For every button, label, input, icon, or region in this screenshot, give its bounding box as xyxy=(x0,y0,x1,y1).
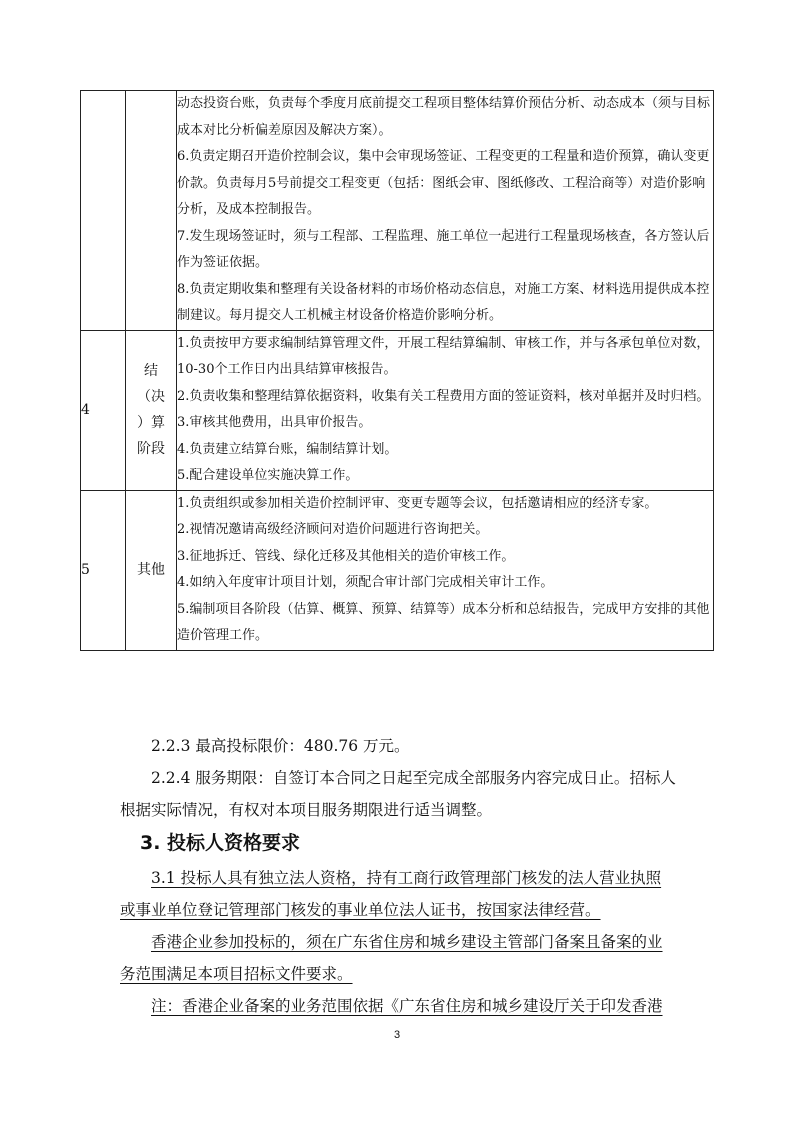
duty-line: 8.负责定期收集和整理有关设备材料的市场价格动态信息，对施工方案、材料选用提供成本控制建议。每月提交人工机械主材设备价格造价影响分析。 xyxy=(177,281,710,323)
duty-line: 4.负责建立结算台账，编制结算计划。 xyxy=(177,441,398,457)
row-number: 4 xyxy=(81,330,126,490)
table-row xyxy=(81,91,714,331)
table-row xyxy=(81,330,714,490)
row-number: 5 xyxy=(81,490,126,650)
duty-line: 动态投资台账，负责每个季度月底前提交工程项目整体结算价预估分析、动态成本（须与目标成本对比分析偏差原因及解决方案）。 xyxy=(177,96,711,138)
section-heading: 3. 投标人资格要求 xyxy=(140,832,301,854)
table-row xyxy=(81,490,714,650)
qualification-paragraph: 3.1 投标人具有独立法人资格，持有工商行政管理部门核发的法人营业执照或事业单位登记管理部门核发的事业单位法人证书，按国家法律经营。 xyxy=(120,869,662,919)
stage-cell xyxy=(126,91,177,331)
service-period-paragraph: 2.2.4 服务期限：自签订本合同之日起至完成全部服务内容完成日止。招标人根据实际情况，有权对本项目服务期限进行适当调整。 xyxy=(120,769,676,819)
duty-line: 3.征地拆迁、管线、绿化迁移及其他相关的造价审核工作。 xyxy=(177,548,515,564)
duty-line: 3.审核其他费用，出具审价报告。 xyxy=(177,415,372,430)
duty-line: 6.负责定期召开造价控制会议，集中会审现场签证、工程变更的工程量和造价预算，确认变更价款。负责每月5号前提交工程变更（包括：图纸会审、图纸修改、工程洽商等）对造价影响分析，及成本控制报告。 xyxy=(177,149,710,217)
stage-label: 其他 xyxy=(126,490,177,650)
duty-line: 5.配合建设单位实施决算工作。 xyxy=(177,468,359,483)
duty-cell xyxy=(177,490,714,650)
duty-line: 1.负责组织或参加相关造价控制评审、变更专题等会议，包括邀请相应的经济专家。 xyxy=(177,495,658,511)
duty-line: 5.编制项目各阶段（估算、概算、预算、结算等）成本分析和总结报告，完成甲方安排的其他造价管理工作。 xyxy=(177,601,710,643)
duty-line: 4.如纳入年度审计项目计划，须配合审计部门完成相关审计工作。 xyxy=(177,575,554,590)
duty-line: 2.负责收集和整理结算依据资料，收集有关工程费用方面的签证资料，核对单据并及时归档。 xyxy=(177,388,710,404)
hk-enterprise-paragraph: 香港企业参加投标的，须在广东省住房和城乡建设主管部门备案且备案的业务范围满足本项目招标文件要求。 xyxy=(120,933,663,983)
duty-cell xyxy=(177,330,714,490)
note-paragraph: 注：香港企业备案的业务范围依据《广东省住房和城乡建设厅关于印发香港 xyxy=(151,997,663,1015)
num-cell xyxy=(81,91,126,331)
max-bid-price-paragraph: 2.2.3 最高投标限价：480.76 万元。 xyxy=(151,737,410,755)
duty-cell xyxy=(177,91,714,331)
duty-line: 2.视情况邀请高级经济顾问对造价问题进行咨询把关。 xyxy=(177,522,489,537)
duty-line: 7.发生现场签证时，须与工程部、工程监理、施工单位一起进行工程量现场核查，各方签认后作为签证依据。 xyxy=(177,228,710,270)
duty-line: 1.负责按甲方要求编制结算管理文件，开展工程结算编制、审核工作，并与各承包单位对数，10-30个工作日内出具结算审核报告。 xyxy=(177,335,710,377)
stage-label: 结 （决 ）算 阶段 xyxy=(126,330,177,490)
cost-duty-table xyxy=(80,90,714,651)
page-number: 3 xyxy=(393,1029,401,1041)
